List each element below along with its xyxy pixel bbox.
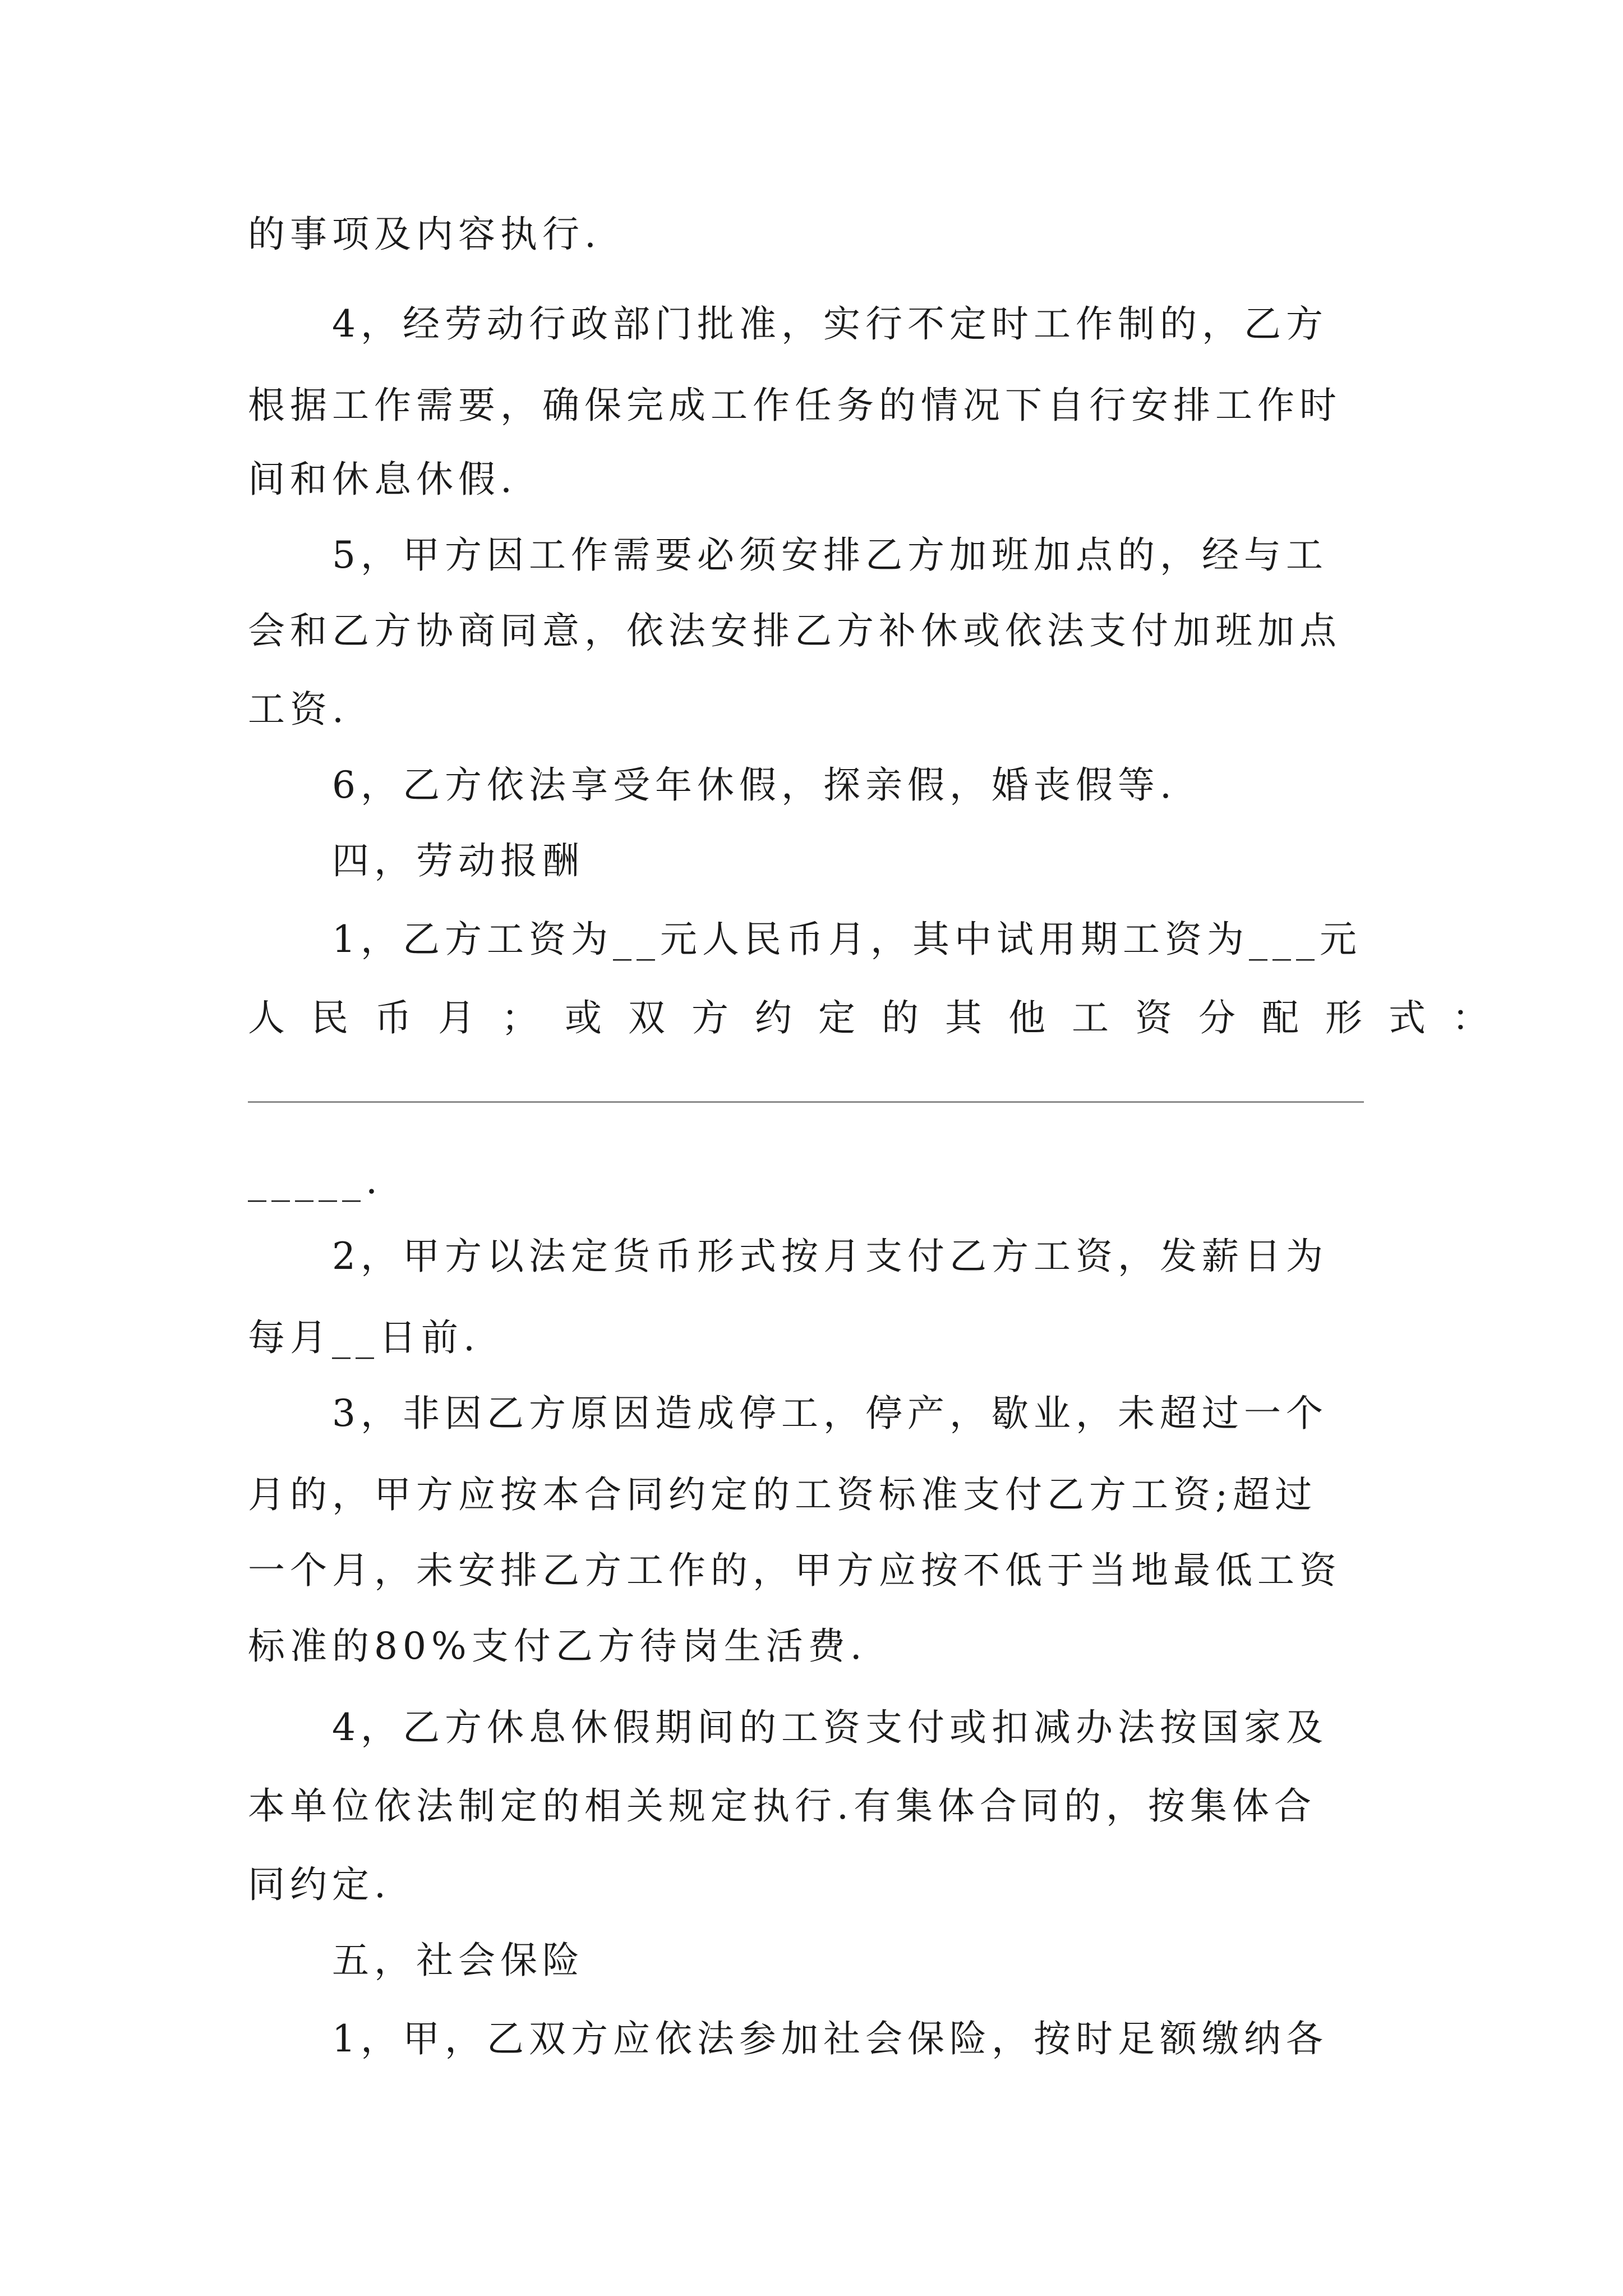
text-line: 间和休息休假. <box>248 458 517 501</box>
text-line: _____. <box>248 1159 382 1202</box>
text-line: 工资. <box>248 688 349 731</box>
text-line: 2，甲方以法定货币形式按月支付乙方工资，发薪日为 <box>332 1235 1328 1278</box>
text-line: 会和乙方协商同意，依法安排乙方补休或依法支付加班加点 <box>248 609 1341 652</box>
text-line: 的事项及内容执行. <box>248 213 601 256</box>
blank-fill-line <box>248 1101 1364 1103</box>
text-line: 每月__日前. <box>248 1316 480 1359</box>
text-line: 1，甲，乙双方应依法参加社会保险，按时足额缴纳各 <box>332 2017 1328 2060</box>
section-heading: 四，劳动报酬 <box>332 839 584 882</box>
text-line: 本单位依法制定的相关规定执行.有集体合同的，按集体合 <box>248 1784 1316 1828</box>
text-line: 人民币月；或双方约定的其他工资分配形式： <box>248 996 1515 1039</box>
text-line: 3，非因乙方原因造成停工，停产，歇业，未超过一个 <box>332 1392 1328 1435</box>
text-line: 一个月，未安排乙方工作的，甲方应按不低于当地最低工资 <box>248 1549 1341 1592</box>
text-line: 同约定. <box>248 1863 391 1906</box>
text-line: 标准的80%支付乙方待岗生活费. <box>248 1625 867 1668</box>
text-line: 6，乙方依法享受年休假，探亲假，婚丧假等. <box>332 763 1177 807</box>
section-heading: 五，社会保险 <box>332 1939 584 1982</box>
text-line: 5，甲方因工作需要必须安排乙方加班加点的，经与工 <box>332 533 1328 577</box>
text-line: 根据工作需要，确保完成工作任务的情况下自行安排工作时 <box>248 384 1341 427</box>
text-line: 1，乙方工资为__元人民币月，其中试用期工资为___元 <box>332 918 1362 961</box>
text-line: 月的，甲方应按本合同约定的工资标准支付乙方工资;超过 <box>248 1473 1317 1516</box>
text-line: 4，乙方休息休假期间的工资支付或扣减办法按国家及 <box>332 1706 1328 1749</box>
text-line: 4，经劳动行政部门批准，实行不定时工作制的，乙方 <box>332 302 1328 346</box>
